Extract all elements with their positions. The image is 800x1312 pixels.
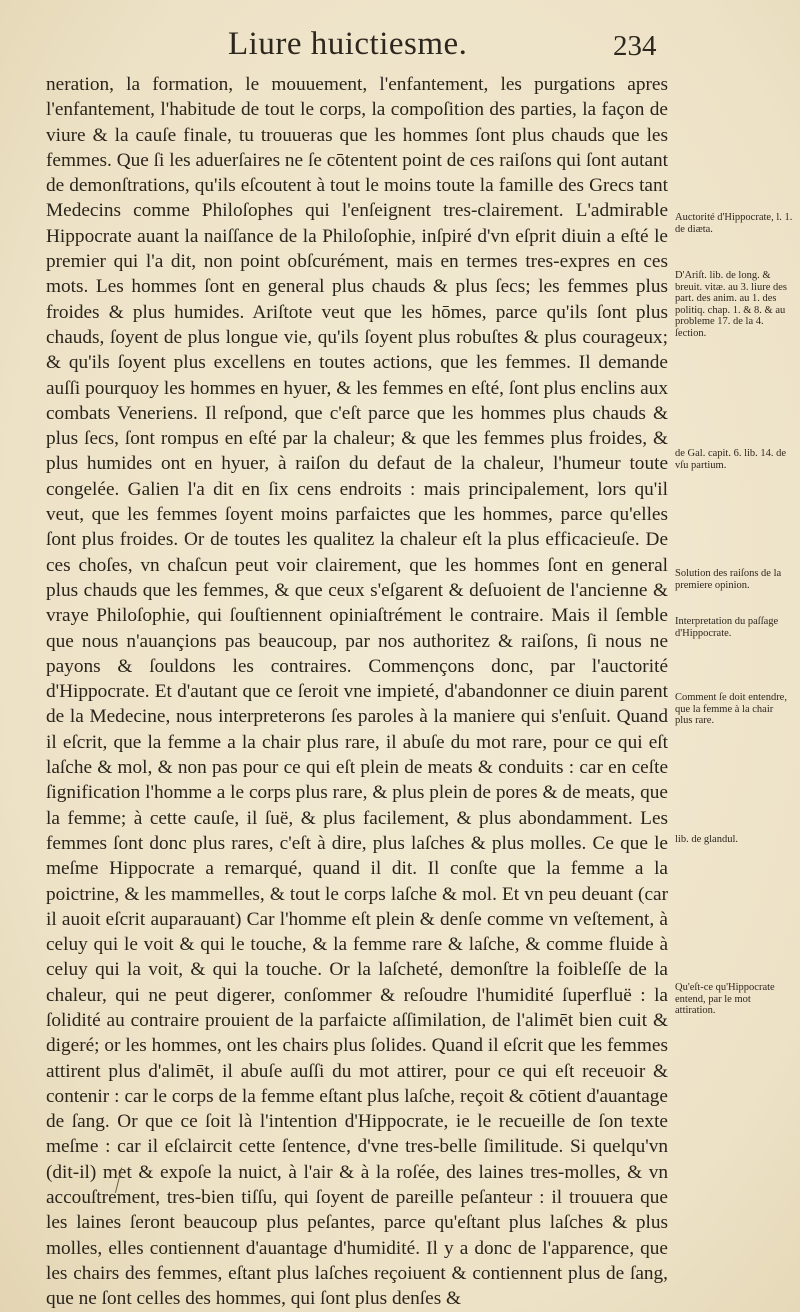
margin-note-comment-entendre: Comment ſe doit entendre, que la femme à la chair plus rare. — [675, 692, 787, 726]
page-number: 234 — [613, 30, 657, 62]
margin-note-interpretation: Interpretation du paſſage d'Hippocrate. — [675, 616, 779, 639]
margin-note-solution: Solution des raiſons de la premiere opinion. — [675, 568, 782, 591]
running-title: Liure huictiesme. — [228, 26, 468, 62]
margin-notes-column — [675, 72, 793, 1262]
margin-note-aristote: D'Ariſt. lib. de long. & breuit. vitæ. au 3. liure des part. des anim. au 1. des politiq. chap. 1. & 8. & au probleme 17. de la 4. ſection. — [675, 270, 787, 339]
margin-note-lib-glandul: lib. de glandul. — [675, 834, 738, 845]
page-header — [0, 22, 800, 68]
margin-note-attirer: Qu'eſt-ce qu'Hippocrate entend, par le mot attiration. — [675, 982, 775, 1016]
margin-note-galien: de Gal. capit. 6. lib. 14. de vſu partium. — [675, 448, 787, 471]
margin-note-authorite-hippocrate: Auctorité d'Hippocrate, l. 1. de diæta. — [675, 212, 793, 235]
main-text-column: neration, la formation, le mouuement, l'enfantement, les purgations apres l'enfantement, l'habitude de tout le corps, la compoſition des parties, la façon de viure & la cauſe finale, tu trouueras que les hommes ſont plus chauds que les femmes. Que ſi les aduerſaires ne ſe cōtentent point de ces raiſons qui ſont autant de demonſtrations, qu'ils eſcoutent à tout le moins toute la famille des Grecs tant Medecins comme Philoſophes qui l'enſeignent tres-clairement. L'admirable Hippocrate auant la naiſſance de la Philoſophie, inſpiré d'vn eſprit diuin a eſté le premier qui l'a dit, non point obſcurément, mais en termes tres-expres en ces mots. Les hommes ſont en general plus chauds & plus ſecs; les femmes plus froides & plus humides. Ariſtote veut que les hōmes, parce qu'ils ſont plus chauds, ſoyent de plus longue vie, qu'ils ſoyent plus robuſtes & plus courageux; & qu'ils ſoyent plus excellens en toutes actions, que les femmes. Il demande auſſi pourquoy les hommes en hyuer, & les femmes en eſté, ſont plus enclins aux combats Veneriens. Il reſpond, que c'eſt parce que les hommes plus chauds & plus ſecs, ſont rompus en eſté par la chaleur; & que les femmes plus froides, & plus humides ont en hyuer, à raiſon du defaut de la chaleur, l'humeur toute congelée. Galien l'a dit en ſix cens endroits : mais principalement, lors qu'il veut, que les femmes ſoyent moins parfaictes que les hommes, parce qu'elles ſont plus froides. Or de toutes les qualitez la chaleur eſt la plus efficacieuſe. De ces choſes, vn chaſcun peut voir clairement, que les hommes ſont en general plus chauds que les femmes, & que ceux s'eſgarent & deſuoient de l'ancienne & vraye Philoſophie, qui ſouſtiennent opiniaſtrément le contraire. Mais il ſemble que nous n'auançions pas beaucoup, par nos authoritez & raiſons, ſi nous ne payons & ſouldons les contraires. Commençons donc, par l'auctorité d'Hippocrate. Et d'autant que ce ſeroit vne impieté, d'abandonner ce diuin parent de la Medecine, nous interpreterons ſes paroles à la maniere qui s'enſuit. Quand il eſcrit, que la femme a la chair plus rare, il abuſe du mot rare, pour ce qui eſt laſche & mol, & non pas pour ce qui eſt plein de meats & conduits : car en ceſte ſignification l'homme a le corps plus rare, & plus plein de pores & de meats, que la femme; à cette cauſe, il ſuë, & plus facilement, & plus abondamment. Les femmes ſont donc plus rares, c'eſt à dire, plus laſches & plus molles. Ce que le meſme Hippocrate a remarqué, quand il dit. Il conſte que la femme a la poictrine, & les mammelles, & tout le corps laſche & mol. Et vn peu deuant (car il auoit eſcrit auparauant) Car l'homme eſt plein & denſe comme vn veſtement, à celuy qui le voit & qui le touche, & la femme rare & laſche, & comme fluide à celuy qui la voit, & qui la touche. Or la laſcheté, demonſtre la foibleſſe de la chaleur, qui ne peut digerer, conſommer & reſoudre l'humidité ſuperfluë : la ſolidité au contraire prouient de la parfaicte aſſimilation, de l'alimēt bien cuit & digeré; or les hommes, ont les chairs plus ſolides. Quand il eſcrit que les femmes attirent plus d'alimēt, il abuſe auſſi du mot attirer, pour ce qui eſt receuoir & contenir : car le corps de la femme eſtant plus laſche, reçoit & cōtient d'auantage de ſang. Or que ce ſoit là l'intention d'Hippocrate, ie le recueille de ſon texte meſme : car il eſclaircit cette ſentence, d'vne tres-belle ſimilitude. Si quelqu'vn (dit-il) met & expoſe la nuict, à l'air & à la roſée, des laines tres-molles, & vn accouſtrement, tres-bien tiſſu, qui ſoyent de pareille peſanteur : il trouuera que les laines ſeront beaucoup plus peſantes, parce qu'eſtant plus laſches & plus molles, elles contiennent d'auantage d'humidité. Il y a donc de l'apparence, que les chairs des femmes, eſtant plus laſches reçoiuent & contiennent plus de ſang, que ne ſont celles des hommes, qui ſont plus denſes & — [46, 74, 668, 1310]
